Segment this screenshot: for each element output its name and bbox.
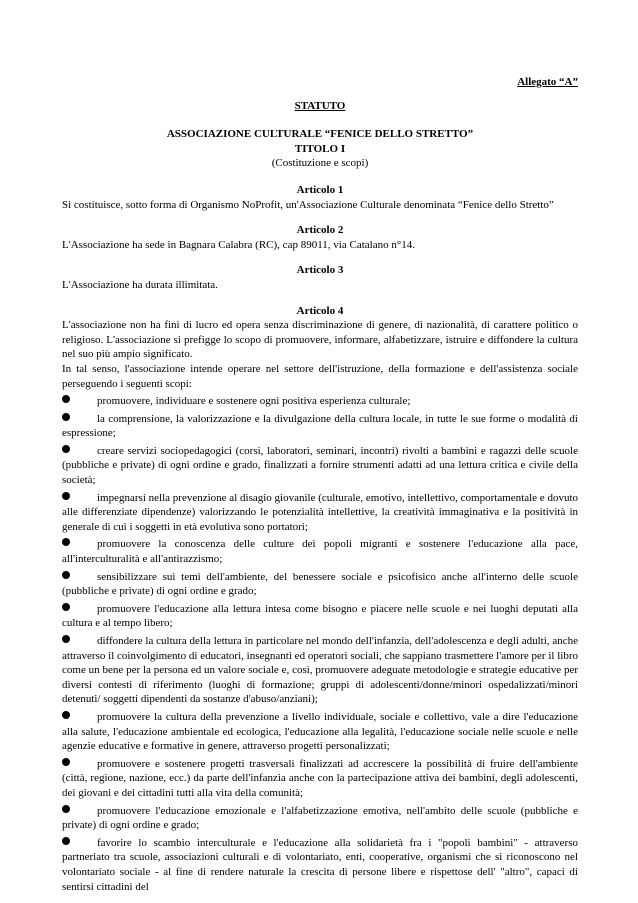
list-item-text: diffondere la cultura della lettura in particolare nel mondo dell'infanzia, dell'adolescenza e degli adulti, anche attraverso il coinvolgimento di educatori, insegnanti ed operatori sociali, che sappiano trasmettere l'amore per il libro come un bene per la persona ed un valore sociale e, così, promuovere adeguate metodologie e strategie educative per diversi contesti di riferimento (luoghi di formazione; gruppi di adolescenti/donne/minori ospedalizzati/minori detenuti/ soggetti dipendenti da sostanze d'abuso/anziani); bbox=[62, 635, 578, 706]
list-item-text: promuovere l'educazione emozionale e l'alfabetizzazione emotiva, nell'ambito delle scuole (pubbliche e private) di ogni ordine e grado; bbox=[62, 804, 578, 832]
article-3 bbox=[62, 263, 578, 292]
bullet-icon bbox=[62, 635, 70, 643]
list-item bbox=[62, 537, 578, 566]
list-item bbox=[62, 444, 578, 488]
bullet-icon bbox=[62, 395, 70, 403]
list-item-text: promuovere, individuare e sostenere ogni positiva esperienza culturale; bbox=[97, 395, 411, 408]
list-item bbox=[62, 602, 578, 631]
statuto-heading: STATUTO bbox=[294, 99, 346, 112]
list-item-text: impegnarsi nella prevenzione al disagio giovanile (culturale, emotivo, intellettivo, comportamentale e dovuto alle differenziate dipendenze) valorizzando le potenzialità intellettive, la creatività immaginativa e la positività in generale di cui i soggetti in età evolutiva sono portatori; bbox=[62, 491, 578, 533]
list-item bbox=[62, 710, 578, 754]
bullet-icon bbox=[62, 445, 70, 453]
bullet-icon bbox=[62, 492, 70, 500]
list-item bbox=[62, 412, 578, 441]
article-4-paragraph-1: L'associazione non ha fini di lucro ed opera senza discriminazione di genere, di nazionalità, di carattere politico o religioso. L'associazione si prefigge lo scopo di promuovere, informare, alfabetizzare, istruire e diffondere la cultura nel suo più ampio significato. bbox=[62, 319, 578, 361]
article-3-text: L'Associazione ha durata illimitata. bbox=[62, 278, 218, 291]
article-2-title: Articolo 2 bbox=[296, 224, 344, 237]
list-item bbox=[62, 634, 578, 707]
bullet-icon bbox=[62, 571, 70, 579]
bullet-icon bbox=[62, 711, 70, 719]
bullet-icon bbox=[62, 805, 70, 813]
article-2 bbox=[62, 223, 578, 252]
list-item bbox=[62, 757, 578, 801]
article-1 bbox=[62, 183, 578, 212]
list-item-text: la comprensione, la valorizzazione e la divulgazione della cultura locale, in tutte le sue forme o modalità di espressione; bbox=[62, 412, 578, 440]
bullet-icon bbox=[62, 603, 70, 611]
article-2-text: L'Associazione ha sede in Bagnara Calabra (RC), cap 89011, via Catalano n°14. bbox=[62, 238, 415, 251]
article-4-paragraph-2: In tal senso, l'associazione intende operare nel settore dell'istruzione, della formazione e dell'assistenza sociale perseguendo i seguenti scopi: bbox=[62, 362, 578, 390]
list-item-text: favorire lo scambio interculturale e l'educazione alla solidarietà fra i "popoli bambini" - attraverso partneriato tra scuole, associazioni culturali e di volontariato, enti, cooperative, organismi che si riconoscono nel volontariato sociale - al fine di rendere naturale la crescita di persone libere e rispettose dell' "altro", capaci di sentirsi cittadini del bbox=[62, 836, 578, 893]
list-item-text: sensibilizzare sui temi dell'ambiente, del benessere sociale e psicofisico anche all'interno delle scuole (pubbliche e private) di ogni ordine e grado; bbox=[62, 570, 578, 598]
list-item bbox=[62, 394, 578, 409]
article-4-title: Articolo 4 bbox=[296, 304, 344, 317]
bullet-icon bbox=[62, 538, 70, 546]
association-name: ASSOCIAZIONE CULTURALE “FENICE DELLO STRETTO” bbox=[166, 128, 474, 141]
allegato-label: Allegato “A” bbox=[517, 76, 578, 88]
list-item bbox=[62, 570, 578, 599]
article-4-scopes-list bbox=[62, 394, 578, 894]
list-item bbox=[62, 836, 578, 894]
article-1-title: Articolo 1 bbox=[296, 183, 344, 196]
titolo-heading: TITOLO I bbox=[294, 142, 346, 155]
list-item-text: promuovere l'educazione alla lettura intesa come bisogno e piacere nelle scuole e nei luoghi deputati alla cultura e al tempo libero; bbox=[62, 602, 578, 630]
article-3-title: Articolo 3 bbox=[296, 264, 344, 277]
list-item-text: creare servizi sociopedagogici (corsi, laboratori, seminari, incontri) rivolti a bambini e ragazzi delle scuole (pubbliche e private) di ogni ordine e grado, finalizzati a fornire strumenti adatti ad una lettura critica e civile della società; bbox=[62, 444, 578, 487]
bullet-icon bbox=[62, 758, 70, 766]
article-1-text: Si costituisce, sotto forma di Organismo NoProfit, un'Associazione Culturale denominata “Fenice dello Stretto” bbox=[62, 198, 554, 211]
list-item-text: promuovere e sostenere progetti trasversali finalizzati ad accrescere la possibilità di fruire dell'ambiente (città, regione, nazione, ecc.) da parte dell'infanzia anche con la partecipazione attiva dei bambini, degli adolescenti, dei giovani e dei cittadini tutti alla vita della comunità; bbox=[62, 757, 578, 799]
titolo-subtitle: (Costituzione e scopi) bbox=[271, 157, 369, 170]
bullet-icon bbox=[62, 837, 70, 845]
article-4 bbox=[62, 304, 578, 895]
list-item-text: promuovere la conoscenza delle culture dei popoli migranti e sostenere l'educazione alla pace, all'interculturalità e all'antirazzismo; bbox=[62, 538, 578, 566]
list-item-text: promuovere la cultura della prevenzione a livello individuale, sociale e collettivo, vale a dire l'educazione alla salute, l'educazione ambientale ed ecologica, l'educazione alla legalità, l'educazione sociale nelle scuole e nelle agenzie educative e formative in genere, attraverso progetti personalizzati; bbox=[62, 710, 578, 753]
list-item bbox=[62, 804, 578, 833]
list-item bbox=[62, 491, 578, 535]
bullet-icon bbox=[62, 413, 70, 421]
